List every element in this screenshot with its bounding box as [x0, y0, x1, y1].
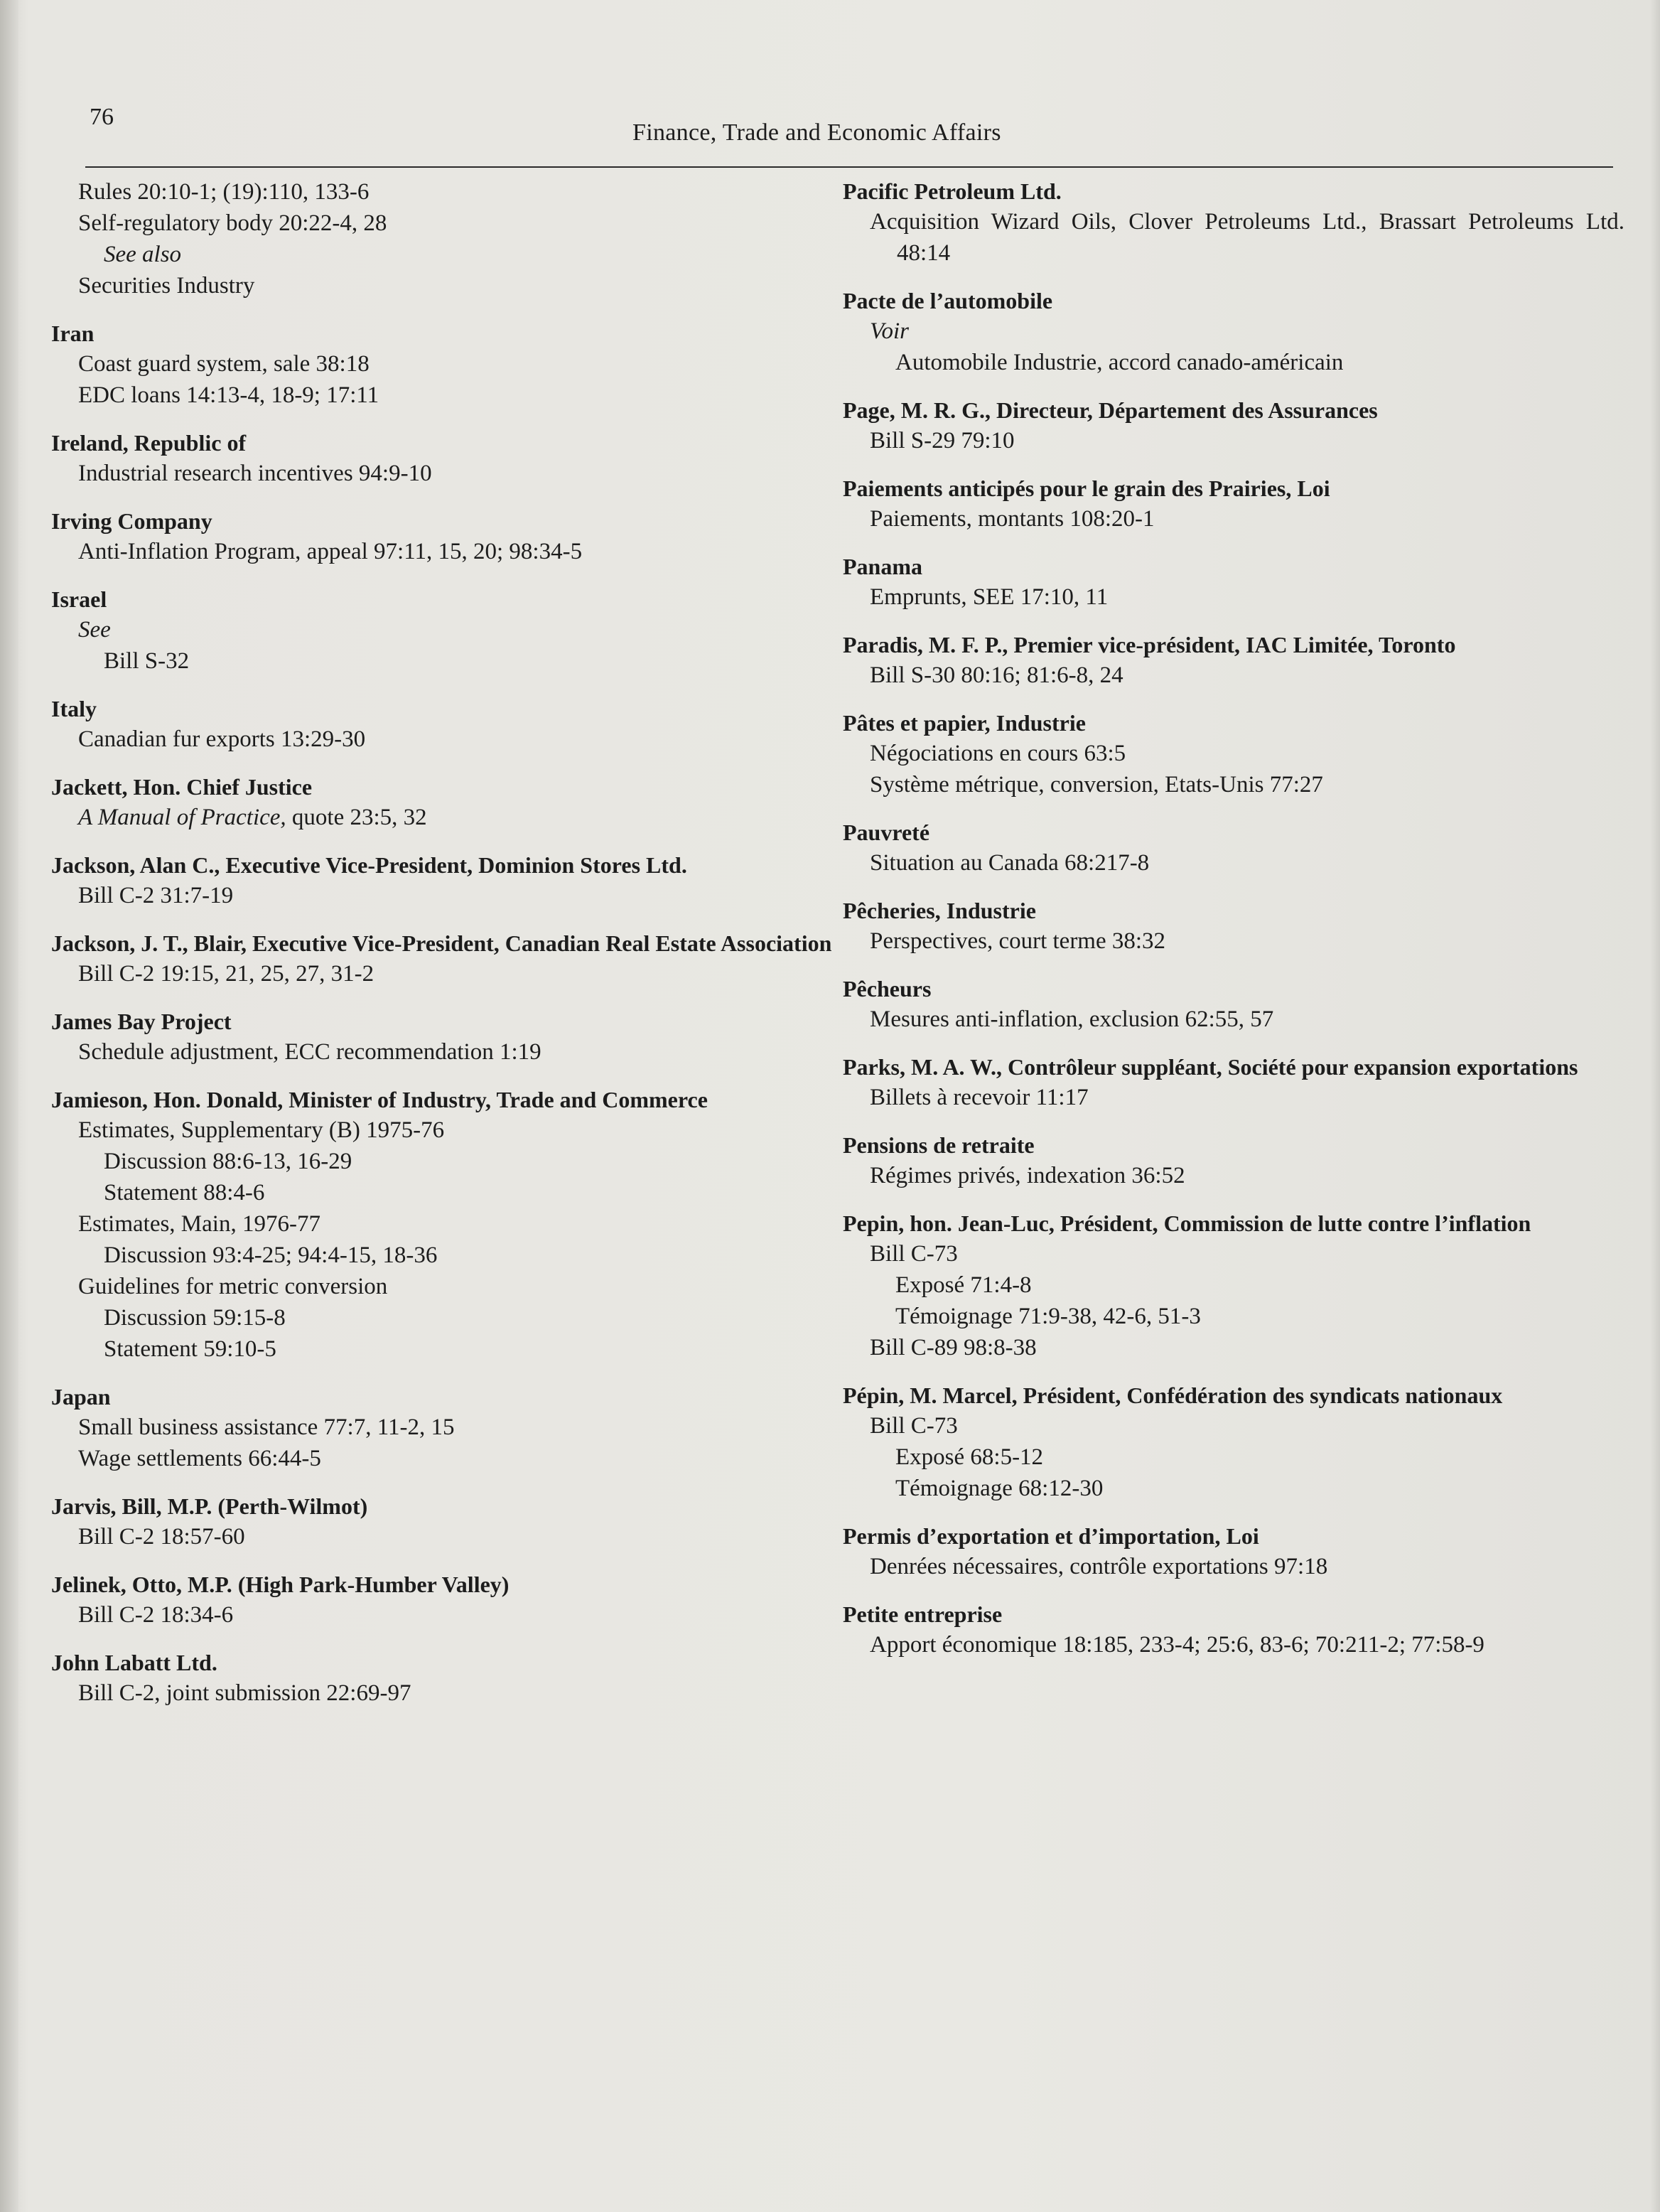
- subentry-text: Guidelines for metric conversion: [78, 1274, 388, 1299]
- index-subentry: [843, 1269, 1624, 1301]
- index-subentry: [843, 425, 1624, 456]
- index-subentry: [843, 1473, 1624, 1504]
- index-entry-permis-d-exportation-et-d-importation-lo: [843, 1521, 1624, 1582]
- index-subentry: [51, 1677, 833, 1709]
- subentry-text: Emprunts, SEE 17:10, 11: [870, 584, 1109, 610]
- subentry-text: Témoignage 71:9-38, 42-6, 51-3: [895, 1304, 1201, 1329]
- subentry-text: Securities Industry: [78, 273, 255, 299]
- index-heading: James Bay Project: [51, 1009, 232, 1034]
- index-subentry: [843, 316, 1624, 347]
- index-heading: Petite entreprise: [843, 1601, 1003, 1627]
- index-subentry: [843, 1004, 1624, 1035]
- index-entry-page-m-r-g-directeur-d-partement-des-ass: [843, 395, 1624, 456]
- subentry-text: Bill C-2 18:34-6: [78, 1602, 234, 1628]
- index-subentry: [51, 724, 833, 755]
- index-subentry: [843, 1301, 1624, 1332]
- index-entry-john-labatt-ltd: [51, 1648, 833, 1709]
- index-entry-pepin-hon-jean-luc-pr-sident-commission-: [843, 1208, 1624, 1363]
- index-subentry: [51, 1146, 833, 1177]
- subentry-text: Situation au Canada 68:217-8: [870, 850, 1150, 876]
- index-entry-jarvis-bill-m-p-perth-wilmot: [51, 1491, 833, 1552]
- index-entry-italy: [51, 694, 833, 755]
- index-heading: Pacte de l’automobile: [843, 288, 1053, 313]
- index-heading: Jackson, Alan C., Executive Vice-President, Dominion Stores Ltd.: [51, 852, 687, 878]
- index-entry-paradis-m-f-p-premier-vice-pr-sident-iac: [843, 630, 1624, 691]
- index-column-left: [51, 176, 833, 1726]
- index-subentry: [51, 380, 833, 411]
- index-subentry: [843, 769, 1624, 800]
- index-entry-irving-company: [51, 506, 833, 567]
- index-entry-paiements-anticip-s-pour-le-grain-des-pr: [843, 473, 1624, 535]
- index-subentry: [51, 1443, 833, 1474]
- index-subentry: [843, 581, 1624, 613]
- index-subentry: [843, 738, 1624, 769]
- subentry-text: Témoignage 68:12-30: [895, 1476, 1104, 1501]
- index-subentry: [843, 1160, 1624, 1191]
- index-column-right: [843, 176, 1624, 1677]
- index-entry-japan: [51, 1382, 833, 1474]
- index-subentry: [51, 1412, 833, 1443]
- index-subentry: [51, 1208, 833, 1240]
- index-subentry: [51, 1333, 833, 1365]
- index-subentry: [843, 1629, 1624, 1660]
- index-subentry: [51, 176, 833, 208]
- index-heading: Pauvreté: [843, 820, 930, 845]
- subentry-text: Bill C-2 31:7-19: [78, 883, 234, 908]
- subentry-text: Anti-Inflation Program, appeal 97:11, 15, 20; 98:34-5: [78, 539, 583, 564]
- index-subentry: [843, 1082, 1624, 1113]
- index-subentry: [843, 503, 1624, 535]
- index-heading: Pacific Petroleum Ltd.: [843, 178, 1062, 204]
- index-heading: Iran: [51, 321, 95, 346]
- running-head: Finance, Trade and Economic Affairs: [632, 119, 1001, 146]
- subentry-text: Self-regulatory body 20:22-4, 28: [78, 210, 387, 236]
- subentry-text: Bill S-29 79:10: [870, 428, 1015, 453]
- subentry-text: EDC loans 14:13-4, 18-9; 17:11: [78, 382, 379, 408]
- subentry-text: Discussion 93:4-25; 94:4-15, 18-36: [104, 1242, 438, 1268]
- subentry-text: Statement 88:4-6: [104, 1180, 265, 1206]
- index-subentry: [51, 208, 833, 239]
- subentry-text: Bill C-89 98:8-38: [870, 1335, 1037, 1360]
- subentry-text: Exposé 68:5-12: [895, 1444, 1044, 1470]
- index-heading: Page, M. R. G., Directeur, Département des Assurances: [843, 397, 1378, 423]
- index-entry-p-tes-et-papier-industrie: [843, 708, 1624, 800]
- subentry-text: Bill C-73: [870, 1241, 958, 1267]
- subentry-text: Discussion 88:6-13, 16-29: [104, 1149, 352, 1174]
- index-heading: Japan: [51, 1384, 111, 1410]
- subentry-reference: quote 23:5, 32: [286, 805, 427, 830]
- index-subentry: [51, 1177, 833, 1208]
- index-entry-jackson-alan-c-executive-vice-president-: [51, 850, 833, 911]
- index-heading: Panama: [843, 554, 922, 579]
- subentry-text: Bill C-73: [870, 1413, 958, 1439]
- subentry-text: Billets à recevoir 11:17: [870, 1085, 1089, 1110]
- index-entry-israel: [51, 584, 833, 677]
- page-number: 76: [90, 104, 114, 130]
- index-entry-james-bay-project: [51, 1006, 833, 1068]
- subentry-text: Industrial research incentives 94:9-10: [78, 461, 432, 486]
- subentry-text: Canadian fur exports 13:29-30: [78, 726, 366, 752]
- index-heading: Israel: [51, 586, 107, 612]
- index-subentry: [843, 206, 1624, 269]
- index-heading: Pêcheurs: [843, 976, 932, 1002]
- index-heading: Jarvis, Bill, M.P. (Perth-Wilmot): [51, 1493, 368, 1519]
- index-subentry: [51, 239, 833, 270]
- subentry-text: Wage settlements 66:44-5: [78, 1446, 321, 1471]
- subentry-text: Régimes privés, indexation 36:52: [870, 1163, 1185, 1188]
- book-spine-shadow: [0, 0, 18, 2212]
- index-entry-petite-entreprise: [843, 1599, 1624, 1660]
- subentry-text: Apport économique 18:185, 233-4; 25:6, 83-6; 70:211-2; 77:58-9: [870, 1632, 1484, 1658]
- index-entry-parks-m-a-w-contr-leur-suppl-ant-soci-t-: [843, 1052, 1624, 1113]
- index-subentry: [51, 1036, 833, 1068]
- index-subentry: [843, 925, 1624, 957]
- index-heading: Permis d’exportation et d’importation, Loi: [843, 1523, 1259, 1549]
- index-entry-continued: [51, 176, 833, 301]
- index-subentry: [51, 1115, 833, 1146]
- index-subentry: [51, 270, 833, 301]
- index-heading: John Labatt Ltd.: [51, 1650, 217, 1675]
- subentry-text: Acquisition Wizard Oils, Clover Petroleums Ltd., Brassart Petroleums Ltd. 48:14: [870, 209, 1624, 266]
- index-subentry: [51, 1521, 833, 1552]
- index-subentry: [51, 645, 833, 677]
- index-subentry: [843, 847, 1624, 879]
- index-entry-jelinek-otto-m-p-high-park-humber-valley: [51, 1569, 833, 1631]
- subentry-text: Négociations en cours 63:5: [870, 741, 1126, 766]
- subentry-text: See: [78, 617, 111, 643]
- index-entry-jackson-j-t-blair-executive-vice-preside: [51, 928, 833, 989]
- subentry-text: Paiements, montants 108:20-1: [870, 506, 1155, 532]
- index-heading: Parks, M. A. W., Contrôleur suppléant, Société pour expansion exportations: [843, 1054, 1578, 1080]
- index-entry-jackett-hon-chief-justice: [51, 772, 833, 833]
- index-subentry: [843, 660, 1624, 691]
- subentry-text: Système métrique, conversion, Etats-Unis 77:27: [870, 772, 1323, 798]
- index-subentry: [51, 802, 833, 833]
- header-rule: [85, 166, 1613, 168]
- index-subentry: [843, 1238, 1624, 1269]
- subentry-text: Discussion 59:15-8: [104, 1305, 286, 1331]
- index-entry-pauvret: [843, 817, 1624, 879]
- index-entry-pacific-petroleum-ltd: [843, 176, 1624, 269]
- index-entry-p-pin-m-marcel-pr-sident-conf-d-ration-d: [843, 1380, 1624, 1504]
- index-entry-pacte-de-l-automobile: [843, 286, 1624, 378]
- index-heading: Paiements anticipés pour le grain des Prairies, Loi: [843, 476, 1330, 501]
- index-heading: Paradis, M. F. P., Premier vice-président, IAC Limitée, Toronto: [843, 632, 1456, 657]
- index-subentry: [843, 1332, 1624, 1363]
- index-subentry: [51, 348, 833, 380]
- subentry-text: A Manual of Practice,: [78, 805, 286, 830]
- subentry-text: Automobile Industrie, accord canado-américain: [895, 350, 1344, 375]
- subentry-text: Voir: [870, 318, 910, 344]
- index-subentry: [51, 1302, 833, 1333]
- index-heading: Jackson, J. T., Blair, Executive Vice-President, Canadian Real Estate Association: [51, 930, 832, 956]
- subentry-text: Bill C-2 19:15, 21, 25, 27, 31-2: [78, 961, 374, 987]
- index-subentry: [51, 536, 833, 567]
- subentry-text: Estimates, Supplementary (B) 1975-76: [78, 1117, 445, 1143]
- index-subentry: [51, 958, 833, 989]
- index-heading: Pepin, hon. Jean-Luc, Président, Commission de lutte contre l’inflation: [843, 1210, 1531, 1236]
- index-entry-jamieson-hon-donald-minister-of-industry: [51, 1085, 833, 1365]
- subentry-text: Denrées nécessaires, contrôle exportations 97:18: [870, 1554, 1328, 1579]
- subentry-text: Small business assistance 77:7, 11-2, 15: [78, 1414, 455, 1440]
- index-heading: Pêcheries, Industrie: [843, 898, 1036, 923]
- subentry-text: Bill C-2 18:57-60: [78, 1524, 245, 1550]
- index-subentry: [51, 614, 833, 645]
- index-subentry: [843, 347, 1624, 378]
- subentry-text: Estimates, Main, 1976-77: [78, 1211, 320, 1237]
- index-subentry: [51, 1599, 833, 1631]
- subentry-text: Statement 59:10-5: [104, 1336, 276, 1362]
- index-subentry: [843, 1441, 1624, 1473]
- index-subentry: [51, 1240, 833, 1271]
- subentry-text: Exposé 71:4-8: [895, 1272, 1032, 1298]
- subentry-text: Mesures anti-inflation, exclusion 62:55, 57: [870, 1006, 1274, 1032]
- index-heading: Jelinek, Otto, M.P. (High Park-Humber Valley): [51, 1572, 510, 1597]
- index-subentry: [843, 1410, 1624, 1441]
- index-entry-p-cheurs: [843, 974, 1624, 1035]
- index-entry-iran: [51, 318, 833, 411]
- subentry-text: Schedule adjustment, ECC recommendation 1:19: [78, 1039, 541, 1065]
- subentry-text: Coast guard system, sale 38:18: [78, 351, 370, 377]
- index-entry-pensions-de-retraite: [843, 1130, 1624, 1191]
- index-entry-panama: [843, 552, 1624, 613]
- subentry-text: See also: [104, 242, 182, 267]
- subentry-text: Bill C-2, joint submission 22:69-97: [78, 1680, 411, 1706]
- subentry-text: Perspectives, court terme 38:32: [870, 928, 1166, 954]
- index-subentry: [51, 1271, 833, 1302]
- index-heading: Irving Company: [51, 508, 212, 534]
- subentry-text: Bill S-32: [104, 648, 190, 674]
- index-entry-p-cheries-industrie: [843, 896, 1624, 957]
- subentry-text: Rules 20:10-1; (19):110, 133-6: [78, 179, 370, 205]
- subentry-text: Bill S-30 80:16; 81:6-8, 24: [870, 662, 1123, 688]
- index-entry-ireland-republic-of: [51, 428, 833, 489]
- index-heading: Pâtes et papier, Industrie: [843, 710, 1086, 736]
- index-subentry: [51, 880, 833, 911]
- index-heading: Italy: [51, 696, 97, 721]
- index-heading: Jackett, Hon. Chief Justice: [51, 774, 313, 800]
- index-subentry: [51, 458, 833, 489]
- index-subentry: [843, 1551, 1624, 1582]
- page-edge-shadow: [1650, 0, 1660, 2212]
- index-heading: Pépin, M. Marcel, Président, Confédération des syndicats nationaux: [843, 1382, 1503, 1408]
- index-heading: Ireland, Republic of: [51, 430, 247, 456]
- index-heading: Pensions de retraite: [843, 1132, 1035, 1158]
- index-heading: Jamieson, Hon. Donald, Minister of Industry, Trade and Commerce: [51, 1087, 708, 1112]
